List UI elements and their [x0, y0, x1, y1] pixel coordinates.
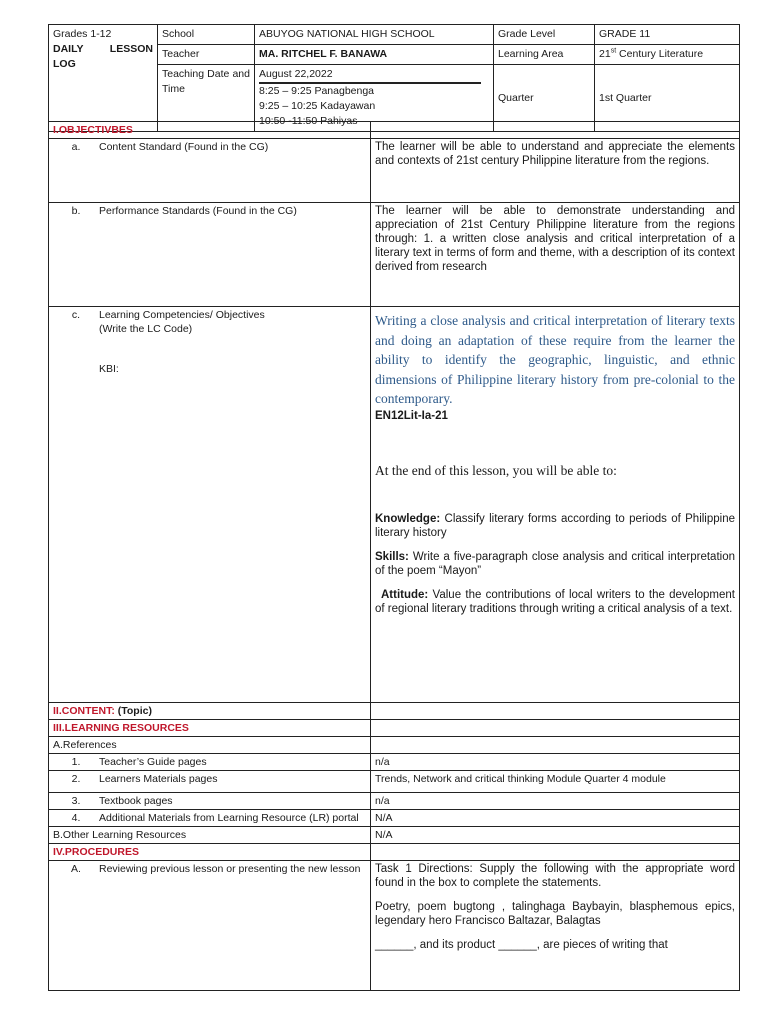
school-value: ABUYOG NATIONAL HIGH SCHOOL	[255, 25, 494, 45]
grades-cell	[49, 25, 158, 132]
performance-standard-label	[49, 203, 371, 307]
learning-area-suffix: Century Literature	[616, 48, 704, 60]
lr-portal-num: 4.	[71, 812, 81, 824]
tg-pages-label	[49, 754, 371, 771]
lesson-intro: At the end of this lesson, you will be able to:	[375, 462, 617, 478]
learning-area-prefix: 21	[599, 48, 611, 60]
review-lesson-label	[49, 861, 371, 991]
skills-text: Write a five-paragraph close analysis and critical interpretation of the poem “Mayon”	[375, 551, 735, 577]
performance-standard-text: The learner will be able to demonstrate understanding and appreciation of 21st Century Philippine literature from the regions through: 1. a written close analysis and critical interpretation of a literary text in terms of form and theme, with a description of its context derived from research	[371, 203, 740, 307]
lr-portal-title: Additional Materials from Learning Resource (LR) portal	[99, 812, 359, 824]
lm-pages-num: 2.	[71, 773, 81, 785]
other-resources-value: N/A	[371, 827, 740, 844]
competencies-label	[49, 307, 371, 703]
resources-heading: III.LEARNING RESOURCES	[49, 720, 371, 737]
content-standard-title: Content Standard (Found in the CG)	[99, 141, 269, 153]
school-label: School	[158, 25, 255, 45]
schedule-3: 10:50 -11:50 Pahiyas	[259, 115, 358, 127]
lesson-table	[48, 121, 740, 991]
content-label: II.CONTENT:	[53, 705, 115, 717]
textbook-pages-num: 3.	[71, 795, 81, 807]
references-value	[371, 737, 740, 754]
review-lesson-title: Reviewing previous lesson or presenting the new lesson	[99, 863, 361, 875]
content-heading	[49, 703, 371, 720]
learning-area-value	[595, 45, 740, 65]
tg-pages-value: n/a	[371, 754, 740, 771]
textbook-pages-value: n/a	[371, 793, 740, 810]
header-table	[48, 24, 740, 132]
teacher-value: MA. RITCHEL F. BANAWA	[255, 45, 494, 65]
content-standard-text: The learner will be able to understand and appreciate the elements and contexts of 21st century Philippine literature from the regions.	[371, 139, 740, 203]
performance-standard-num: b.	[71, 205, 81, 217]
procedures-heading: IV.PROCEDURES	[49, 844, 371, 861]
resources-heading-right	[371, 720, 740, 737]
tg-pages-title: Teacher’s Guide pages	[99, 756, 207, 768]
textbook-pages-label	[49, 793, 371, 810]
attitude-label: Attitude:	[381, 589, 429, 601]
lc-code-hint: (Write the LC Code)	[99, 323, 193, 335]
references-label: A.References	[49, 737, 371, 754]
fill-in-statement: ______, and its product ______, are pieces of writing that	[375, 939, 668, 951]
textbook-pages-title: Textbook pages	[99, 795, 173, 807]
review-lesson-text	[371, 861, 740, 991]
content-standard-label	[49, 139, 371, 203]
quarter-label: Quarter	[494, 65, 595, 132]
grades-label: Grades 1-12	[53, 28, 112, 40]
task-directions: Task 1 Directions: Supply the following with the appropriate word found in the box to complete the statements.	[375, 863, 735, 889]
objectives-heading-right	[371, 122, 740, 139]
attitude-text: Value the contributions of local writers to the development of regional literary traditions through writing a critical analysis of a text.	[375, 589, 735, 615]
review-lesson-num: A.	[71, 863, 81, 875]
daily-lesson-label: DAILY LESSON	[53, 43, 153, 55]
schedule-2: 9:25 – 10:25 Kadayawan	[259, 100, 376, 112]
teaching-date-label: Teaching Date and Time	[158, 65, 255, 132]
lc-code: EN12Lit-Ia-21	[375, 409, 448, 422]
learning-area-sup: st	[610, 47, 617, 55]
content-standard-num: a.	[71, 141, 81, 153]
competencies-title: Learning Competencies/ Objectives	[99, 309, 265, 321]
grade-level-value: GRADE 11	[595, 25, 740, 45]
date-value: August 22,2022	[259, 67, 481, 84]
performance-standard-title: Performance Standards (Found in the CG)	[99, 205, 297, 217]
schedule-1: 8:25 – 9:25 Panagbenga	[259, 85, 375, 97]
knowledge-label: Knowledge:	[375, 513, 441, 525]
competencies-num: c.	[71, 309, 81, 321]
lr-portal-value: N/A	[371, 810, 740, 827]
procedures-heading-right	[371, 844, 740, 861]
competencies-text	[371, 307, 740, 703]
knowledge-objective	[375, 512, 735, 540]
word-box: Poetry, poem bugtong , talinghaga Baybayin, blasphemous epics, legendary hero Francisco Baltazar, Balagtas	[375, 901, 735, 927]
kbi-label: KBI:	[99, 363, 119, 375]
competency-statement: Writing a close analysis and critical interpretation of literary texts and doing an adaptation of these require from the learner the ability to identify the geographic, linguistic, and ethnic dimensions of Philippine literary history from pre-colonial to the contemporary.	[375, 313, 735, 406]
lm-pages-label	[49, 771, 371, 793]
lm-pages-value: Trends, Network and critical thinking Module Quarter 4 module	[371, 771, 740, 793]
log-label: LOG	[53, 58, 76, 70]
tg-pages-num: 1.	[71, 756, 81, 768]
skills-label: Skills:	[375, 551, 409, 563]
teacher-label: Teacher	[158, 45, 255, 65]
learning-area-label: Learning Area	[494, 45, 595, 65]
lr-portal-label	[49, 810, 371, 827]
skills-objective	[375, 550, 735, 578]
lm-pages-title: Learners Materials pages	[99, 773, 218, 785]
objectives-heading: I.OBJECTIVBES	[49, 122, 371, 139]
grade-level-label: Grade Level	[494, 25, 595, 45]
content-topic: (Topic)	[114, 705, 152, 717]
quarter-value: 1st Quarter	[595, 65, 740, 132]
knowledge-text: Classify literary forms according to periods of Philippine literary history	[375, 513, 735, 539]
attitude-objective	[375, 588, 735, 616]
other-resources-label: B.Other Learning Resources	[49, 827, 371, 844]
content-value	[371, 703, 740, 720]
